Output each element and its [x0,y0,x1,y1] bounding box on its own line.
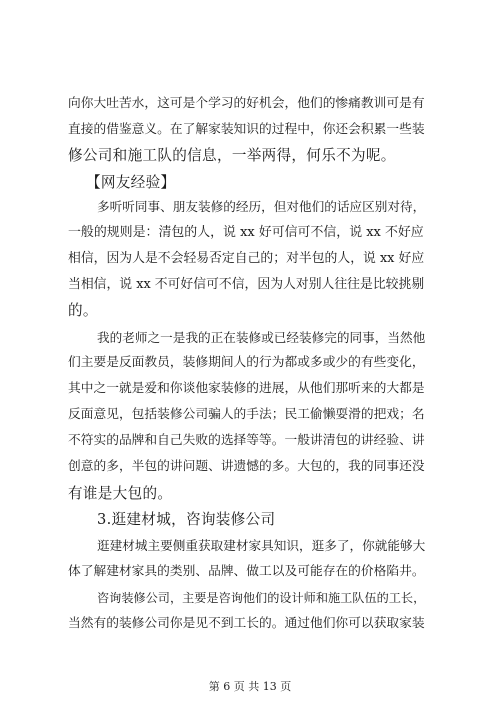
text-line: 有谁是大包的。 [68,485,173,502]
text-line: 当相信，说 xx 不可好信可不信，因为人对别人往往是比较挑剔 [68,277,425,292]
text-line: 直接的借鉴意义。在了解家装知识的过程中，你还会积累一些装 [68,122,425,137]
section-heading: 【网友经验】 [86,174,176,191]
text-line: 们主要是反面教员，装修期间人的行为都或多或少的有些变化， [68,355,425,370]
text-line: 创意的多，半包的讲问题、讲遗憾的多。大包的，我的同事还没 [68,459,425,474]
text-line: 不符实的品牌和自己失败的选择等等。一般讲清包的讲经验、讲 [68,433,425,448]
text-line: 的。 [68,302,98,319]
text-line: 相信，因为人是不会轻易否定自己的；对半包的人，说 xx 好应 [68,251,425,266]
page-footer [0,680,500,694]
text-line: 我的老师之一是我的正在装修或已经装修完的同事，当然他 [97,330,426,345]
text-line: 咨询装修公司，主要是咨询他们的设计师和施工队伍的工长， [97,591,426,605]
text-line: 修公司和施工队的信息，一举两得，何乐不为呢。 [68,147,396,164]
text-line: 反面意见，包括装修公司骗人的手法；民工偷懒耍滑的把戏；名 [68,407,425,422]
text-line: 向你大吐苦水，这可是个学习的好机会，他们的惨痛教训可是有 [68,96,425,111]
page-number: 第 6 页 共 13 页 [208,680,292,693]
text-line: 逛建材城主要侧重获取建材家具知识，逛多了，你就能够大 [97,538,426,553]
text-line: 其中之一就是爱和你谈他家装修的进展，从他们那听来的大都是 [68,381,425,396]
text-line: 体了解建材家具的类别、品牌、做工以及可能存在的价格陷井。 [68,564,425,579]
text-line: 一般的规则是：清包的人，说 xx 好可信可不信，说 xx 不好应 [68,225,424,240]
text-line: 当然有的装修公司你是见不到工长的。通过他们你可以获取家装 [68,616,425,631]
section-heading: 3.逛建材城，咨询装修公司 [97,511,276,528]
text-line: 多听听同事、朋友装修的经历，但对他们的话应区别对待， [97,199,426,214]
